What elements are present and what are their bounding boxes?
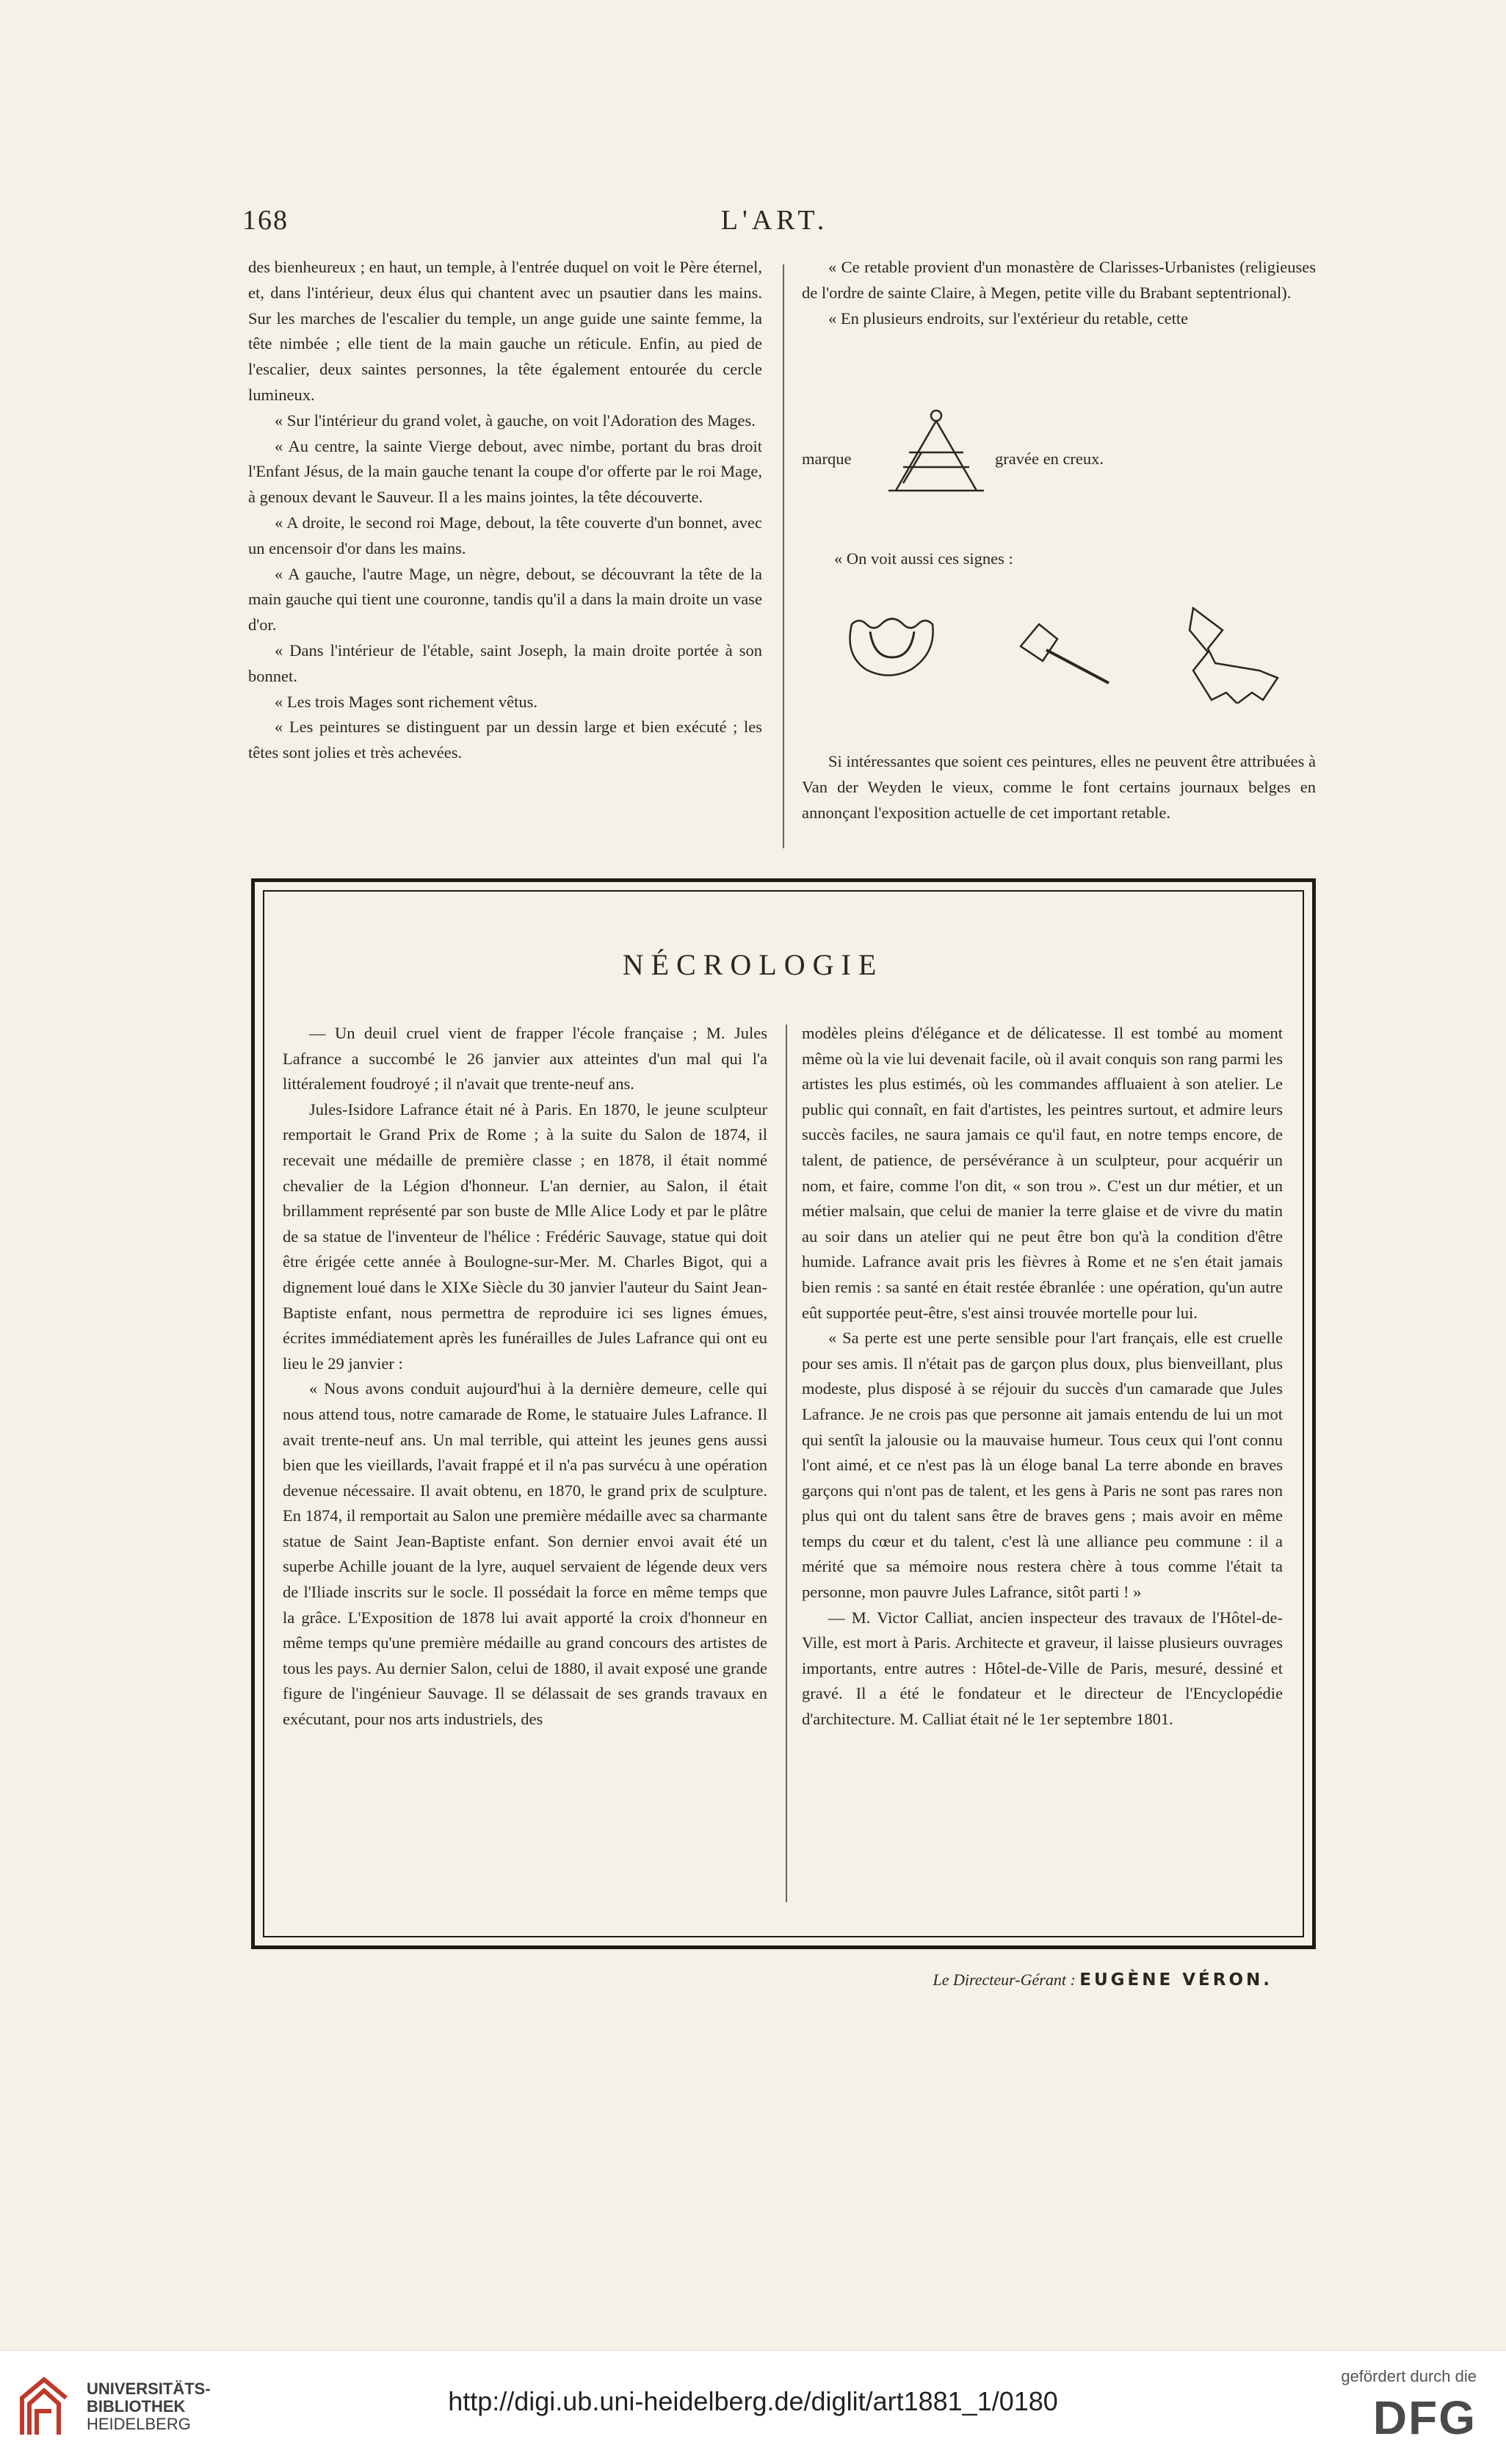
- signature-name: EUGÈNE VÉRON.: [1079, 1970, 1273, 1990]
- column-divider: [786, 1025, 787, 1902]
- paragraph: « Les peintures se distinguent par un dessin large et bien exécuté ; les têtes sont jolies et très achevées.: [248, 718, 762, 762]
- paragraph: « Au centre, la sainte Vierge debout, avec nimbe, portant du bras droit l'Enfant Jésus, de la main gauche tenant la coupe d'or offerte par le roi Mage, à genoux devant le Sauveur. Il a les mains jointes, la tête découverte.: [248, 436, 762, 507]
- section-title: NÉCROLOGIE: [622, 948, 884, 981]
- necrology-column-right: [802, 1021, 1283, 1733]
- paragraph: des bienheureux ; en haut, un temple, à l'entrée duquel on voit le Père éternel, et, dans l'intérieur, deux élus qui chantent avec un psautier dans les mains. Sur les marches de l'escalier du temple, un ange guide une sainte femme, la tête nimbée ; elle tient de la main gauche un réticule. Enfin, au pied de l'escalier, deux saintes personnes, la tête également entourée du cercle lumineux.: [248, 258, 762, 404]
- library-name-line: HEIDELBERG: [87, 2415, 191, 2433]
- mason-mark-icon: [881, 402, 991, 498]
- page-number: 168: [242, 205, 289, 236]
- library-name-line: BIBLIOTHEK: [87, 2397, 186, 2416]
- article-column-left: [248, 255, 762, 766]
- paragraph: « A gauche, l'autre Mage, un nègre, debout, se découvrant la tête de la main gauche qui tient une couronne, tandis qu'il a dans la main droite un vase d'or.: [248, 564, 762, 635]
- column-divider: [783, 264, 784, 848]
- library-name-line: UNIVERSITÄTS-: [87, 2380, 211, 2398]
- running-head: L'ART.: [720, 205, 829, 236]
- signature-label: Le Directeur-Gérant :: [933, 1970, 1076, 1989]
- marque-label-after: gravée en creux.: [995, 449, 1104, 468]
- article-column-right: [802, 255, 1316, 331]
- funding-label: gefördert durch die: [1341, 2367, 1477, 2385]
- hammer-sign-icon: [1013, 617, 1123, 690]
- arch-sign-icon: [844, 610, 940, 683]
- director-signature: [933, 1970, 1273, 1990]
- paragraph: « A droite, le second roi Mage, debout, la tête couverte d'un bonnet, avec un encensoir d'or dans les mains.: [248, 513, 762, 557]
- paragraph: — Un deuil cruel vient de frapper l'école française ; M. Jules Lafrance a succombé le 26 janvier aux atteintes d'un mal qui l'a littéralement foudroyé ; il n'avait que trente-neuf ans.: [283, 1024, 767, 1094]
- dfg-logo: DFG: [1372, 2391, 1477, 2444]
- paragraph: Jules-Isidore Lafrance était né à Paris. En 1870, le jeune sculpteur remportait le Grand Prix de Rome ; à la suite du Salon de 1874, il recevait une médaille de première classe ; en 1878, il était nommé chevalier de la Légion d'honneur. L'an dernier, au Salon, il était brillamment représenté par son buste de Mlle Alice Lody et par le plâtre de sa statue de l'inventeur de l'hélice : Frédéric Sauvage, statue qui doit être érigée cette année à Boulogne-sur-Mer. M. Charles Bigot, qui a dignement loué dans le XIXe Siècle du 30 janvier l'auteur du Saint Jean-Baptiste enfant, nous permettra de reproduire ici ses lignes émues, écrites immédiatement après les funérailles de Jules Lafrance qui ont eu lieu le 29 janvier :: [283, 1099, 767, 1373]
- page-header: [242, 204, 1307, 241]
- marque-label-before: marque: [802, 449, 852, 468]
- digitization-footer: [0, 2350, 1506, 2464]
- paragraph: « Sa perte est une perte sensible pour l'art français, elle est cruelle pour ses amis. Il n'était pas de garçon plus doux, plus bienveillant, plus modeste, plus disposé à se réjouir du succès d'un camarade que Jules Lafrance. Je ne crois pas que personne ait jamais entendu de lui un mot qui sentît la jalousie ou la mauvaise humeur. Tous ceux qui l'ont connu l'ont aimé, et ce n'est pas là un éloge banal La terre abonde en braves garçons qui n'ont pas de talent, et les gens à Paris ne sont pas rares non plus qui ont du talent sans être de braves gens ; mais avoir en même temps du cœur et du talent, c'est là une alliance peu commune : il a mérité que sa mémoire nous restera chère à tous comme l'était ta personne, mon pauvre Jules Lafrance, sitôt parti ! »: [802, 1329, 1283, 1602]
- zigzag-sign-icon: [1179, 601, 1289, 704]
- paragraph: modèles pleins d'élégance et de délicatesse. Il est tombé au moment même où la vie lui devenait facile, où il avait conquis son rang parmi les artistes les plus estimés, où les commandes affluaient à son atelier. Le public qui connaît, en fait d'artistes, les peintres surtout, et admire leurs succès faciles, ne saura jamais ce qu'il faut, en notre temps encore, de talent, de patience, de persévérance à un sculpteur, pour acquérir un nom, et faire, comme l'on dit, « son trou ». C'est un dur métier, et un métier malsain, que celui de manier la terre glaise et de vivre du matin au soir dans un atelier qui ne peut être bon qu'à la condition d'être humide. Lafrance avait pris les fièvres à Rome et ne s'en était jamais bien remis : sa santé en était restée ébranlée : une opération, qu'un autre eût supportée peut-être, s'est ainsi trouvée mortelle pour lui.: [802, 1024, 1283, 1322]
- paragraph: « Les trois Mages sont richement vêtus.: [275, 692, 538, 711]
- signs-intro: « On voit aussi ces signes :: [834, 549, 1013, 568]
- permalink-url[interactable]: http://digi.ub.uni-heidelberg.de/diglit/art1881_1/0180: [448, 2386, 1058, 2416]
- article-conclusion: [802, 749, 1316, 825]
- paragraph: « Nous avons conduit aujourd'hui à la dernière demeure, celle qui nous attend tous, notre camarade de Rome, le statuaire Jules Lafrance. Il avait trente-neuf ans. Un mal terrible, qui atteint les jeunes gens aussi bien que les vieillards, l'avait frappé et il n'a pas survécu à une opération devenue nécessaire. Il avait obtenu, en 1870, le grand prix de sculpture. En 1874, il remportait au Salon une première médaille avec sa charmante statue de Saint Jean-Baptiste enfant. Son dernier envoi avait été un superbe Achille jouant de la lyre, auquel servaient de légende deux vers de l'Iliade inscrits sur le socle. Il possédait la force en même temps que la grâce. L'Exposition de 1878 lui avait apporté la croix d'honneur en même temps qu'une première médaille au grand concours des artistes de tous les pays. Au dernier Salon, celui de 1880, il avait exposé une grande figure de l'ingénieur Sauvage. Il se délassait de ses grands travaux en exécutant, pour nos arts industriels, des: [283, 1379, 767, 1729]
- necrology-column-left: [283, 1021, 767, 1733]
- paragraph: — M. Victor Calliat, ancien inspecteur des travaux de l'Hôtel-de-Ville, est mort à Paris. Architecte et graveur, il laisse plusieurs ouvrages importants, entre autres : Hôtel-de-Ville de Paris, mesuré, dessiné et gravé. Il a été le fondateur et le directeur de l'Encyclopédie d'architecture. M. Calliat était né le 1er septembre 1801.: [802, 1608, 1283, 1729]
- paragraph: Si intéressantes que soient ces peintures, elles ne peuvent être attribuées à Van der Weyden le vieux, comme le font certains journaux belges en annonçant l'exposition actuelle de cet important retable.: [802, 752, 1316, 822]
- paragraph: « Dans l'intérieur de l'étable, saint Joseph, la main droite portée à son bonnet.: [248, 640, 762, 685]
- paragraph: « Ce retable provient d'un monastère de Clarisses-Urbanistes (religieuses de l'ordre de sainte Claire, à Megen, petite ville du Brabant septentrional).: [802, 258, 1316, 302]
- paragraph: « En plusieurs endroits, sur l'extérieur du retable, cette: [828, 308, 1189, 328]
- paragraph: « Sur l'intérieur du grand volet, à gauche, on voit l'Adoration des Mages.: [275, 411, 756, 430]
